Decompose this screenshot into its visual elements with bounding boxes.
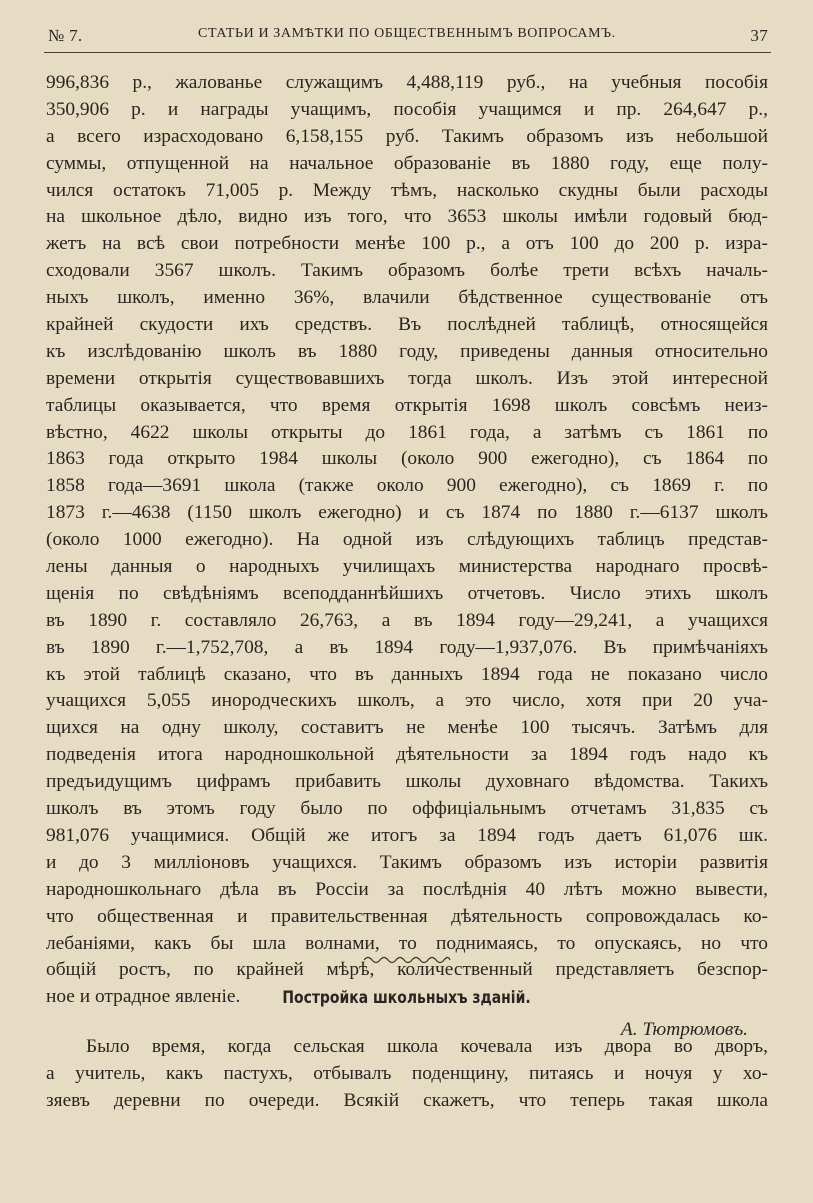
text-line: вѣстно, 4622 школы открыты до 1861 года, а затѣмъ съ 1861 по bbox=[46, 421, 768, 443]
text-line: къ изслѣдованію школъ въ 1880 году, приведены данныя относительно bbox=[46, 340, 768, 362]
text-line: что общественная и правительственная дѣятельность сопровождалась ко- bbox=[46, 905, 768, 927]
text-line: жетъ на всѣ свои потребности менѣе 100 р., а отъ 100 до 200 р. изра- bbox=[46, 233, 768, 255]
page-number: 37 bbox=[750, 26, 768, 45]
text-line: ное и отрадное явленіе. bbox=[46, 986, 241, 1008]
text-line: суммы, отпущенной на начальное образованіе въ 1880 году, еще полу- bbox=[46, 152, 768, 174]
section-divider-ornament bbox=[0, 950, 813, 969]
header-title: СТАТЬИ И ЗАМѢТКИ ПО ОБЩЕСТВЕННЫМЪ ВОПРОСАМЪ. bbox=[198, 26, 616, 41]
section-heading: Постройка школьныхъ зданій. bbox=[282, 988, 531, 1008]
text-line: таблицы оказывается, что время открытія 1698 школъ совсѣмъ неиз- bbox=[46, 394, 768, 416]
text-line: Было время, когда сельская школа кочевала изъ двора во дворъ, bbox=[86, 1036, 768, 1057]
text-line: 350,906 р. и награды учащимъ, пособія учащимся и пр. 264,647 р., bbox=[46, 98, 768, 120]
running-header bbox=[48, 22, 768, 52]
text-line: ныхъ школъ, именно 36%, влачили бѣдственное существованіе отъ bbox=[46, 287, 768, 309]
text-line: школъ въ этомъ году было по оффиціальнымъ отчетамъ 31,835 съ bbox=[46, 798, 768, 820]
text-line: учащихся 5,055 инородческихъ школъ, а это число, хотя при 20 уча- bbox=[46, 690, 768, 712]
header-rule bbox=[44, 52, 771, 53]
text-line: 1863 года открыто 1984 школы (около 900 ежегодно), съ 1864 по bbox=[46, 448, 768, 470]
text-line: времени открытія существовавшихъ тогда школъ. Изъ этой интересной bbox=[46, 367, 768, 389]
text-line: въ 1890 г.—1,752,708, а въ 1894 году—1,937,076. Въ примѣчаніяхъ bbox=[46, 636, 768, 658]
text-line: общій ростъ, по крайней мѣрѣ, количественный представляетъ безспор- bbox=[46, 959, 768, 981]
text-line: щенія по свѣдѣніямъ всеподданнѣйшихъ отчетовъ. Число этихъ школъ bbox=[46, 582, 768, 604]
text-line: предъидущимъ цифрамъ прибавить школы духовнаго вѣдомства. Такихъ bbox=[46, 771, 768, 793]
text-line: 981,076 учащимися. Общій же итогъ за 1894 годъ даетъ 61,076 шк. bbox=[46, 824, 768, 846]
text-line: на школьное дѣло, видно изъ того, что 3653 школы имѣли годовый бюд- bbox=[46, 206, 768, 228]
issue-number: № 7. bbox=[48, 26, 83, 45]
text-line: 996,836 р., жалованье служащимъ 4,488,119 руб., на учебныя пособія bbox=[46, 72, 768, 93]
text-line: сходовали 3567 школъ. Такимъ образомъ болѣе трети всѣхъ началь- bbox=[46, 260, 768, 282]
text-line: щихся на одну школу, составитъ не менѣе 100 тысячъ. Затѣмъ для bbox=[46, 717, 768, 739]
text-line: 1873 г.—4638 (1150 школъ ежегодно) и съ 1874 по 1880 г.—6137 школъ bbox=[46, 502, 768, 524]
author-signature: А. Тютрюмовъ. bbox=[620, 1019, 748, 1041]
text-line: подведенія итога народношкольной дѣятельности за 1894 годъ надо къ bbox=[46, 744, 768, 766]
text-line: лебаніями, какъ бы шла волнами, то поднимаясь, то опускаясь, но что bbox=[46, 932, 768, 954]
text-line: (около 1000 ежегодно). На одной изъ слѣдующихъ таблицъ представ- bbox=[46, 529, 768, 551]
text-line: а всего израсходовано 6,158,155 руб. Такимъ образомъ изъ небольшой bbox=[46, 125, 768, 147]
section-body bbox=[46, 1034, 768, 1115]
text-line: народношкольнаго дѣла въ Россіи за послѣднія 40 лѣтъ можно вывести, bbox=[46, 878, 768, 900]
text-line: чился остатокъ 71,005 р. Между тѣмъ, насколько скудны были расходы bbox=[46, 179, 768, 201]
text-line: зяевъ деревни по очереди. Всякій скажетъ, что теперь такая школа bbox=[46, 1089, 768, 1111]
text-line: и до 3 милліоновъ учащихся. Такимъ образомъ изъ исторіи развитія bbox=[46, 851, 768, 873]
text-line: къ этой таблицѣ сказано, что въ данныхъ 1894 года не показано число bbox=[46, 663, 768, 685]
text-line: а учитель, какъ пастухъ, отбывалъ поденщину, питаясь и ночуя у хо- bbox=[46, 1062, 768, 1084]
article-body bbox=[46, 70, 768, 1049]
text-line: въ 1890 г. составляло 26,763, а въ 1894 году—29,241, а учащихся bbox=[46, 609, 768, 631]
text-line: крайней скудости ихъ средствъ. Въ послѣдней таблицѣ, относящейся bbox=[46, 314, 768, 336]
text-line: 1858 года—3691 школа (также около 900 ежегодно), съ 1869 г. по bbox=[46, 475, 768, 497]
wavy-divider-icon bbox=[362, 955, 452, 965]
text-line: лены данныя о народныхъ училищахъ министерства народнаго просвѣ- bbox=[46, 556, 768, 578]
